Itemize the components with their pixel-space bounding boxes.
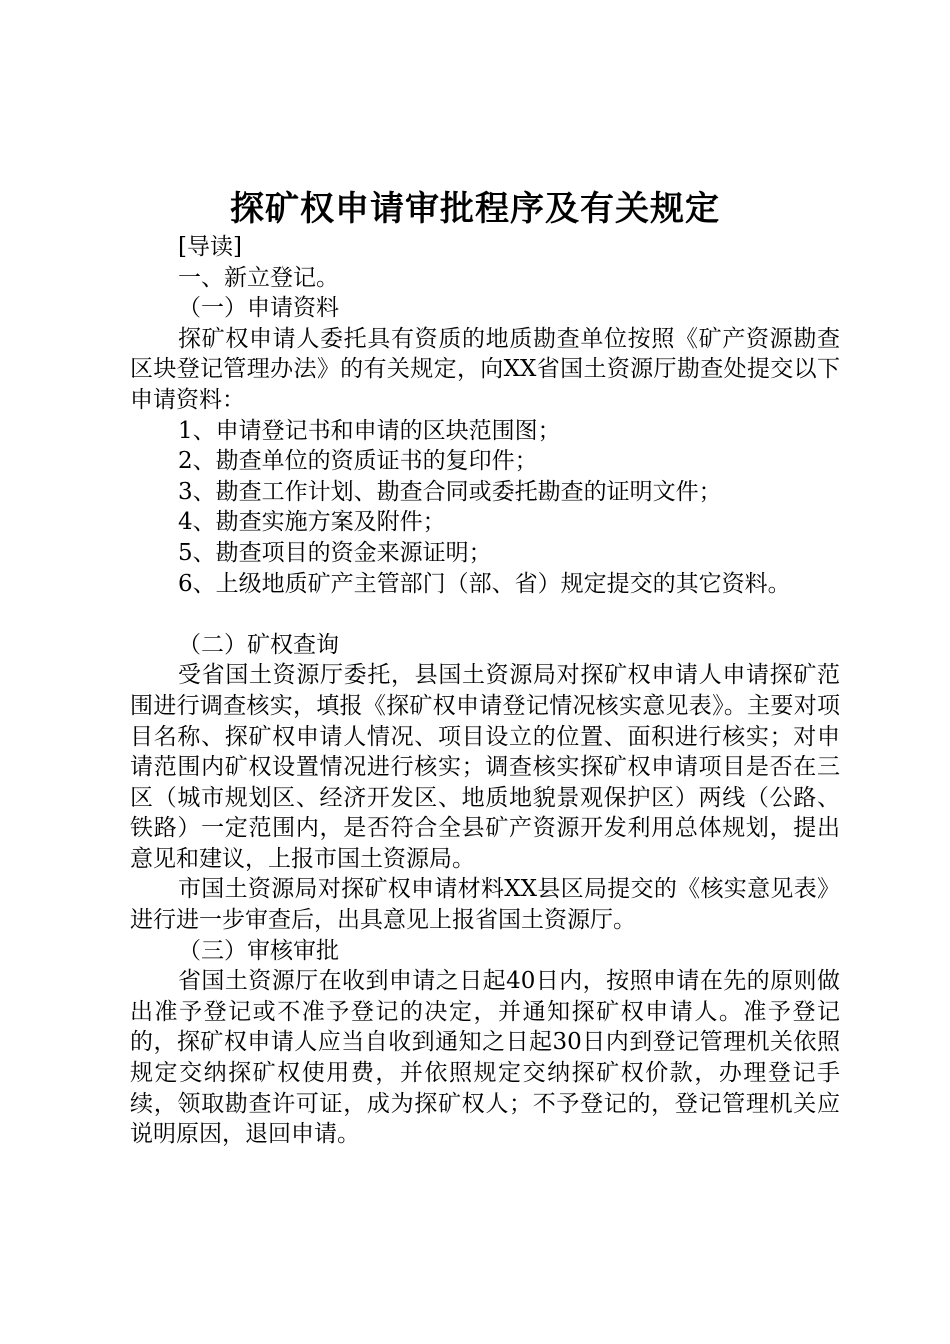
subsection-heading-1: （一）申请资料 [178, 295, 339, 322]
list-item: 5、勘查项目的资金来源证明； [178, 539, 492, 566]
lead-label: [导读] [178, 234, 242, 260]
subsection-heading-2: （二）矿权查询 [178, 631, 339, 658]
list-item: 3、勘查工作计划、勘查合同或委托勘查的证明文件； [178, 478, 722, 505]
paragraph-county-verification: 受省国土资源厅委托，县国土资源局对探矿权申请人申请探矿范围进行调查核实，填报《探矿权申请登记情况核实意见表》。主要对项目名称、探矿权申请人情况、项目设立的位置、面积进行核实；对申请范围内矿权设置情况进行核实；调查核实探矿权申请项目是否在三区（城市规划区、经济开发区、地质地貌景观保护区）两线（公路、铁路）一定范围内，是否符合全县矿产资源开发利用总体规划，提出意见和建议，上报市国土资源局。 [130, 662, 840, 872]
paragraph-application-materials: 探矿权申请人委托具有资质的地质勘查单位按照《矿产资源勘查区块登记管理办法》的有关规定，向XX省国土资源厅勘查处提交以下申请资料： [130, 325, 840, 413]
list-item: 1、申请登记书和申请的区块范围图； [178, 417, 561, 444]
subsection-heading-3: （三）审核审批 [178, 937, 339, 964]
document-body [130, 232, 840, 1150]
list-item: 6、上级地质矿产主管部门（部、省）规定提交的其它资料。 [178, 570, 791, 597]
list-item: 4、勘查实施方案及附件； [178, 509, 446, 536]
spacer [130, 599, 840, 630]
paragraph-approval: 省国土资源厅在收到申请之日起40日内，按照申请在先的原则做出准予登记或不准予登记的决定，并通知探矿权申请人。准予登记的，探矿权申请人应当自收到通知之日起30日内到登记管理机关依照规定交纳探矿权使用费，并依照规定交纳探矿权价款，办理登记手续，领取勘查许可证，成为探矿权人；不予登记的，登记管理机关应说明原因，退回申请。 [130, 968, 840, 1148]
list-item: 2、勘查单位的资质证书的复印件； [178, 448, 538, 475]
paragraph-city-review: 市国土资源局对探矿权申请材料XX县区局提交的《核实意见表》进行进一步审查后，出具意见上报省国土资源厅。 [130, 876, 840, 934]
document-title: 探矿权申请审批程序及有关规定 [230, 189, 720, 229]
section-heading: 一、新立登记。 [178, 264, 339, 291]
